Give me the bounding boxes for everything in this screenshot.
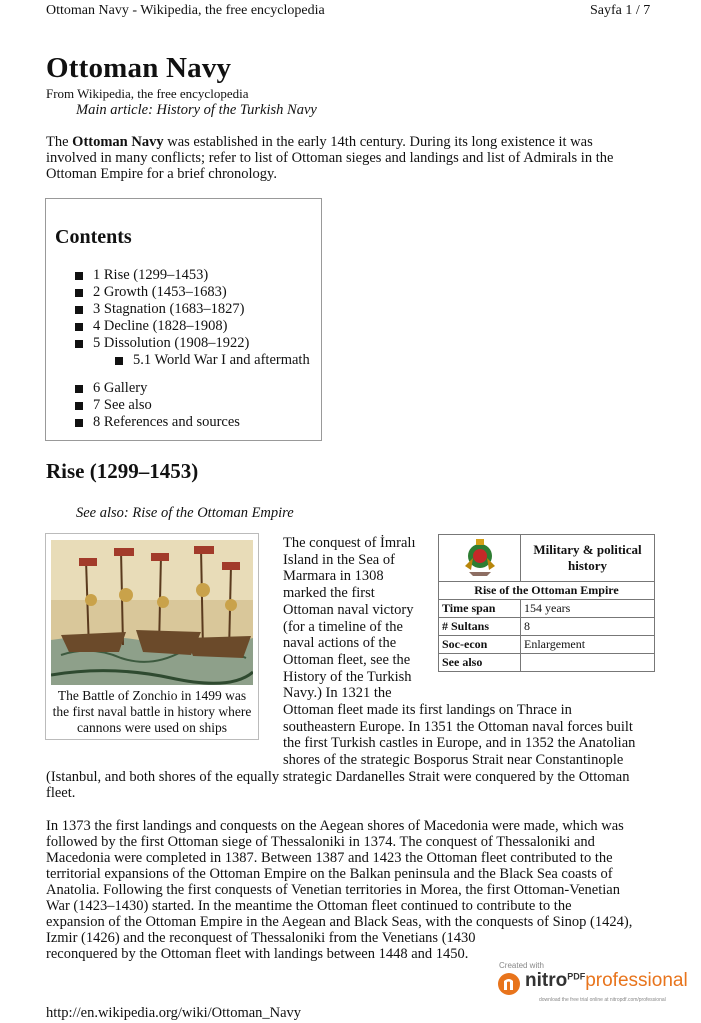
text-line: Ottoman fleet made its first landings on Thrace in bbox=[283, 702, 572, 719]
from-wikipedia: From Wikipedia, the free encyclopedia bbox=[46, 86, 249, 101]
caption-line: the first naval battle in history where bbox=[52, 704, 252, 719]
toc-item-stagnation[interactable]: 3 Stagnation (1683–1827) bbox=[75, 301, 310, 318]
text-line: Navy.) In 1321 the bbox=[283, 685, 392, 702]
intro-line: Ottoman Empire for a brief chronology. bbox=[46, 166, 277, 182]
text-line: Ottoman naval victory bbox=[283, 601, 414, 618]
text-line: reconquered by the Ottoman fleet with landings between 1448 and 1450. bbox=[46, 946, 469, 962]
section-heading-rise: Rise (1299–1453) bbox=[46, 459, 199, 483]
infobox bbox=[438, 534, 655, 672]
text-line: Marmara in 1308 bbox=[283, 568, 384, 585]
toc-item-references[interactable]: 8 References and sources bbox=[75, 414, 310, 431]
text-line: territorial expansions of the Ottoman Empire on the Balkan peninsula and the Black Sea coasts of bbox=[46, 866, 613, 882]
infobox-row bbox=[439, 636, 655, 654]
rise-paragraph-2 bbox=[46, 818, 646, 962]
page-title: Ottoman Navy bbox=[46, 52, 232, 84]
figure-battle-of-zonchio bbox=[45, 533, 259, 740]
watermark-brand-sup: PDF bbox=[567, 971, 586, 982]
intro-paragraph bbox=[46, 134, 646, 182]
infobox-label: Time span bbox=[439, 600, 521, 618]
infobox-value: 8 bbox=[521, 618, 655, 636]
figure-caption bbox=[46, 688, 258, 736]
text-line: Macedonia were completed in 1387. Between 1387 and 1423 the Ottoman fleet contributed to the bbox=[46, 850, 613, 866]
footer-url[interactable]: http://en.wikipedia.org/wiki/Ottoman_Navy bbox=[46, 1005, 302, 1021]
caption-line: cannons were used on ships bbox=[77, 720, 227, 735]
intro-bold: Ottoman Navy bbox=[72, 134, 164, 150]
infobox-value bbox=[521, 654, 655, 672]
main-article-link[interactable]: Main article: History of the Turkish Navy bbox=[76, 102, 317, 118]
infobox-label: # Sultans bbox=[439, 618, 521, 636]
text-line: fleet. bbox=[46, 785, 76, 801]
watermark-tagline: download the free trial online at nitropdf.com/professional bbox=[539, 997, 666, 1003]
toc-item-growth[interactable]: 2 Growth (1453–1683) bbox=[75, 284, 310, 301]
watermark-brand-bold: nitro bbox=[525, 970, 568, 991]
toc-list bbox=[75, 267, 310, 431]
toc-item-see-also[interactable]: 7 See also bbox=[75, 397, 310, 414]
battle-painting-image[interactable] bbox=[51, 540, 253, 685]
intro-lead: The bbox=[46, 134, 73, 150]
text-line: southeastern Europe. In 1351 the Ottoman naval forces built bbox=[283, 718, 633, 735]
text-line: War (1423–1430) started. In the meantime the Ottoman fleet continued to contribute to the bbox=[46, 898, 572, 914]
text-line: Izmir (1426) and the reconquest of Thessaloniki from the Venetians (1430 bbox=[46, 930, 476, 946]
infobox-row bbox=[439, 618, 655, 636]
toc-item-wwi[interactable]: 5.1 World War I and aftermath bbox=[115, 352, 310, 369]
table-of-contents bbox=[45, 198, 322, 441]
print-header-title: Ottoman Navy - Wikipedia, the free encyclopedia bbox=[46, 3, 325, 18]
text-line: Anatolia. Following the first conquests of Venetian territories in Morea, the first Ottoman-Venetian bbox=[46, 882, 620, 898]
text-line: the first Turkish castles in Europe, and in 1352 the Anatolian bbox=[283, 735, 636, 752]
toc-item-dissolution[interactable]: 5 Dissolution (1908–1922) bbox=[75, 335, 310, 352]
text-line: naval actions of the bbox=[283, 635, 397, 652]
intro-line: involved in many conflicts; refer to list of Ottoman sieges and landings and list of Admirals in the bbox=[46, 150, 614, 166]
toc-item-decline[interactable]: 4 Decline (1828–1908) bbox=[75, 318, 310, 335]
nitro-logo-icon bbox=[497, 972, 521, 996]
caption-line: The Battle of Zonchio in 1499 was bbox=[57, 688, 247, 703]
text-line: followed by the first Ottoman siege of Thessaloniki in 1374. The conquest of Thessaloniki and bbox=[46, 834, 595, 850]
text-line: shores of the strategic Bosporus Strait near Constantinople bbox=[283, 752, 624, 769]
toc-item-gallery[interactable]: 6 Gallery bbox=[75, 380, 310, 397]
infobox-label: Soc-econ bbox=[439, 636, 521, 654]
infobox-emblem-cell bbox=[439, 535, 521, 582]
text-line: (for a timeline of the bbox=[283, 618, 403, 635]
intro-line: was established in the early 14th century. During its long existence it was bbox=[163, 134, 593, 150]
see-also-link[interactable]: See also: Rise of the Ottoman Empire bbox=[76, 505, 294, 521]
infobox-value: 154 years bbox=[521, 600, 655, 618]
text-line: In 1373 the first landings and conquests on the Aegean shores of Macedonia were made, which was bbox=[46, 818, 624, 834]
toc-title: Contents bbox=[55, 226, 132, 248]
print-header-page: Sayfa 1 / 7 bbox=[590, 3, 651, 18]
text-line: Island in the Sea of bbox=[283, 551, 395, 568]
infobox-header: Military & political history bbox=[521, 535, 655, 582]
infobox-row bbox=[439, 600, 655, 618]
text-line: Ottoman fleet, see the bbox=[283, 651, 411, 668]
text-line: (Istanbul, and both shores of the equally strategic Dardanelles Strait were conquered by the Ottoman bbox=[46, 769, 630, 785]
text-line: marked the first bbox=[283, 585, 375, 602]
infobox-row bbox=[439, 654, 655, 672]
ottoman-coat-of-arms-icon bbox=[461, 536, 499, 576]
infobox-subheader: Rise of the Ottoman Empire bbox=[439, 582, 655, 600]
rise-paragraph-tail bbox=[46, 769, 646, 801]
toc-item-rise[interactable]: 1 Rise (1299–1453) bbox=[75, 267, 310, 284]
text-line: History of the Turkish bbox=[283, 668, 412, 685]
watermark-brand-light: professional bbox=[585, 970, 688, 991]
text-line: The conquest of İmralı bbox=[283, 535, 416, 551]
infobox-value: Enlargement bbox=[521, 636, 655, 654]
watermark-created-with: Created with bbox=[499, 961, 544, 970]
infobox-label: See also bbox=[439, 654, 521, 672]
text-line: expansion of the Ottoman Empire in the Aegean and Black Seas, with the conquests of Sinop (1424), bbox=[46, 914, 633, 930]
nitro-watermark bbox=[497, 960, 697, 1015]
